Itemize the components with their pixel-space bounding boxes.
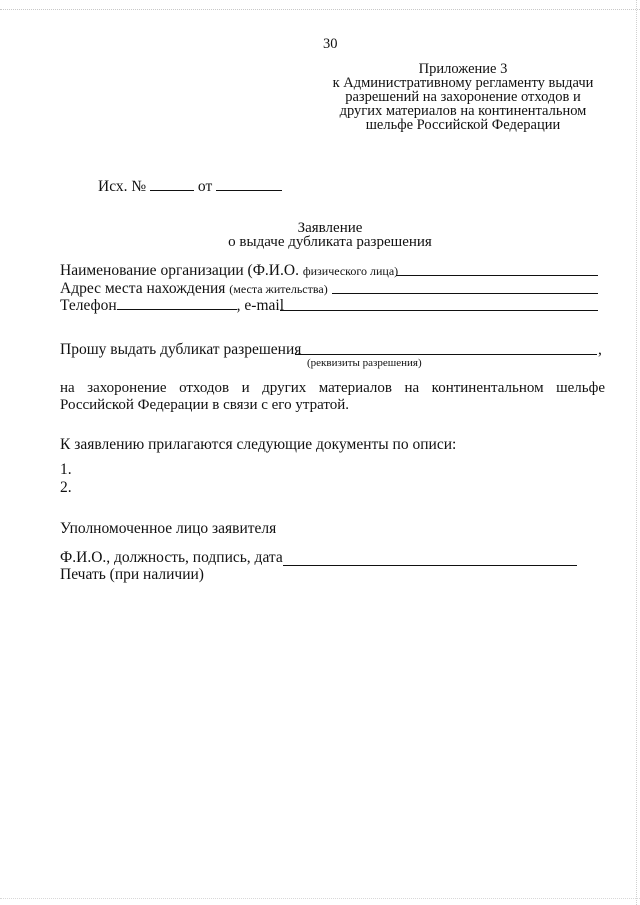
title-line1: Заявление [297, 220, 363, 236]
outgoing-number-label: Исх. № [98, 178, 147, 195]
appendix-line: разрешений на захоронение отходов и [345, 89, 581, 105]
authorized-person: Уполномоченное лицо заявителя [60, 520, 277, 537]
phone-row [60, 297, 284, 315]
appendix-header [318, 62, 608, 132]
appendix-line: шельфе Российской Федерации [365, 117, 561, 133]
appendix-line: к Административному регламенту выдачи [332, 75, 594, 91]
attachment-item-2: 2. [60, 479, 72, 496]
attachments-heading: К заявлению прилагаются следующие документы по описи: [60, 436, 457, 453]
scan-edge-top [0, 9, 640, 10]
outgoing-number-field[interactable] [150, 178, 194, 191]
permit-details-note: (реквизиты разрешения) [307, 357, 422, 369]
request-row [60, 341, 301, 359]
phone-field[interactable] [117, 297, 237, 310]
address-row [60, 280, 328, 298]
address-note: (места жительства) [229, 282, 328, 296]
scan-edge-bottom [0, 898, 640, 899]
address-field[interactable] [332, 281, 598, 294]
org-name-field[interactable] [396, 263, 598, 276]
page-number: 30 [323, 36, 338, 52]
document-subtitle [200, 234, 460, 251]
org-name-label: Наименование организации (Ф.И.О. [60, 262, 299, 279]
appendix-line: Приложение 3 [418, 61, 508, 77]
scan-edge-right [636, 0, 637, 905]
attachment-item-1: 1. [60, 461, 72, 478]
outgoing-date-field[interactable] [216, 178, 282, 191]
signature-field[interactable] [283, 551, 577, 566]
org-name-note: физического лица) [302, 264, 399, 278]
title-line2: о выдаче дубликата разрешения [228, 234, 432, 250]
permit-details-field[interactable] [295, 342, 597, 355]
outgoing-number-row [98, 178, 282, 196]
email-field[interactable] [280, 298, 598, 311]
request-label: Прошу выдать дубликат разрешения [60, 341, 302, 358]
address-label: Адрес места нахождения [60, 280, 226, 297]
org-name-row [60, 262, 398, 280]
request-text: на захоронение отходов и других материалов на континентальном шельфе Российской Федерации в связи с его утратой. [60, 380, 605, 413]
fio-label: Ф.И.О., должность, подпись, дата [60, 549, 283, 566]
seal-note: Печать (при наличии) [60, 566, 204, 583]
phone-label: Телефон [60, 297, 117, 314]
appendix-line: других материалов на континентальном [339, 103, 587, 119]
request-comma: , [598, 341, 602, 358]
email-label: , e-mail [236, 297, 284, 314]
outgoing-date-label: от [197, 178, 213, 195]
